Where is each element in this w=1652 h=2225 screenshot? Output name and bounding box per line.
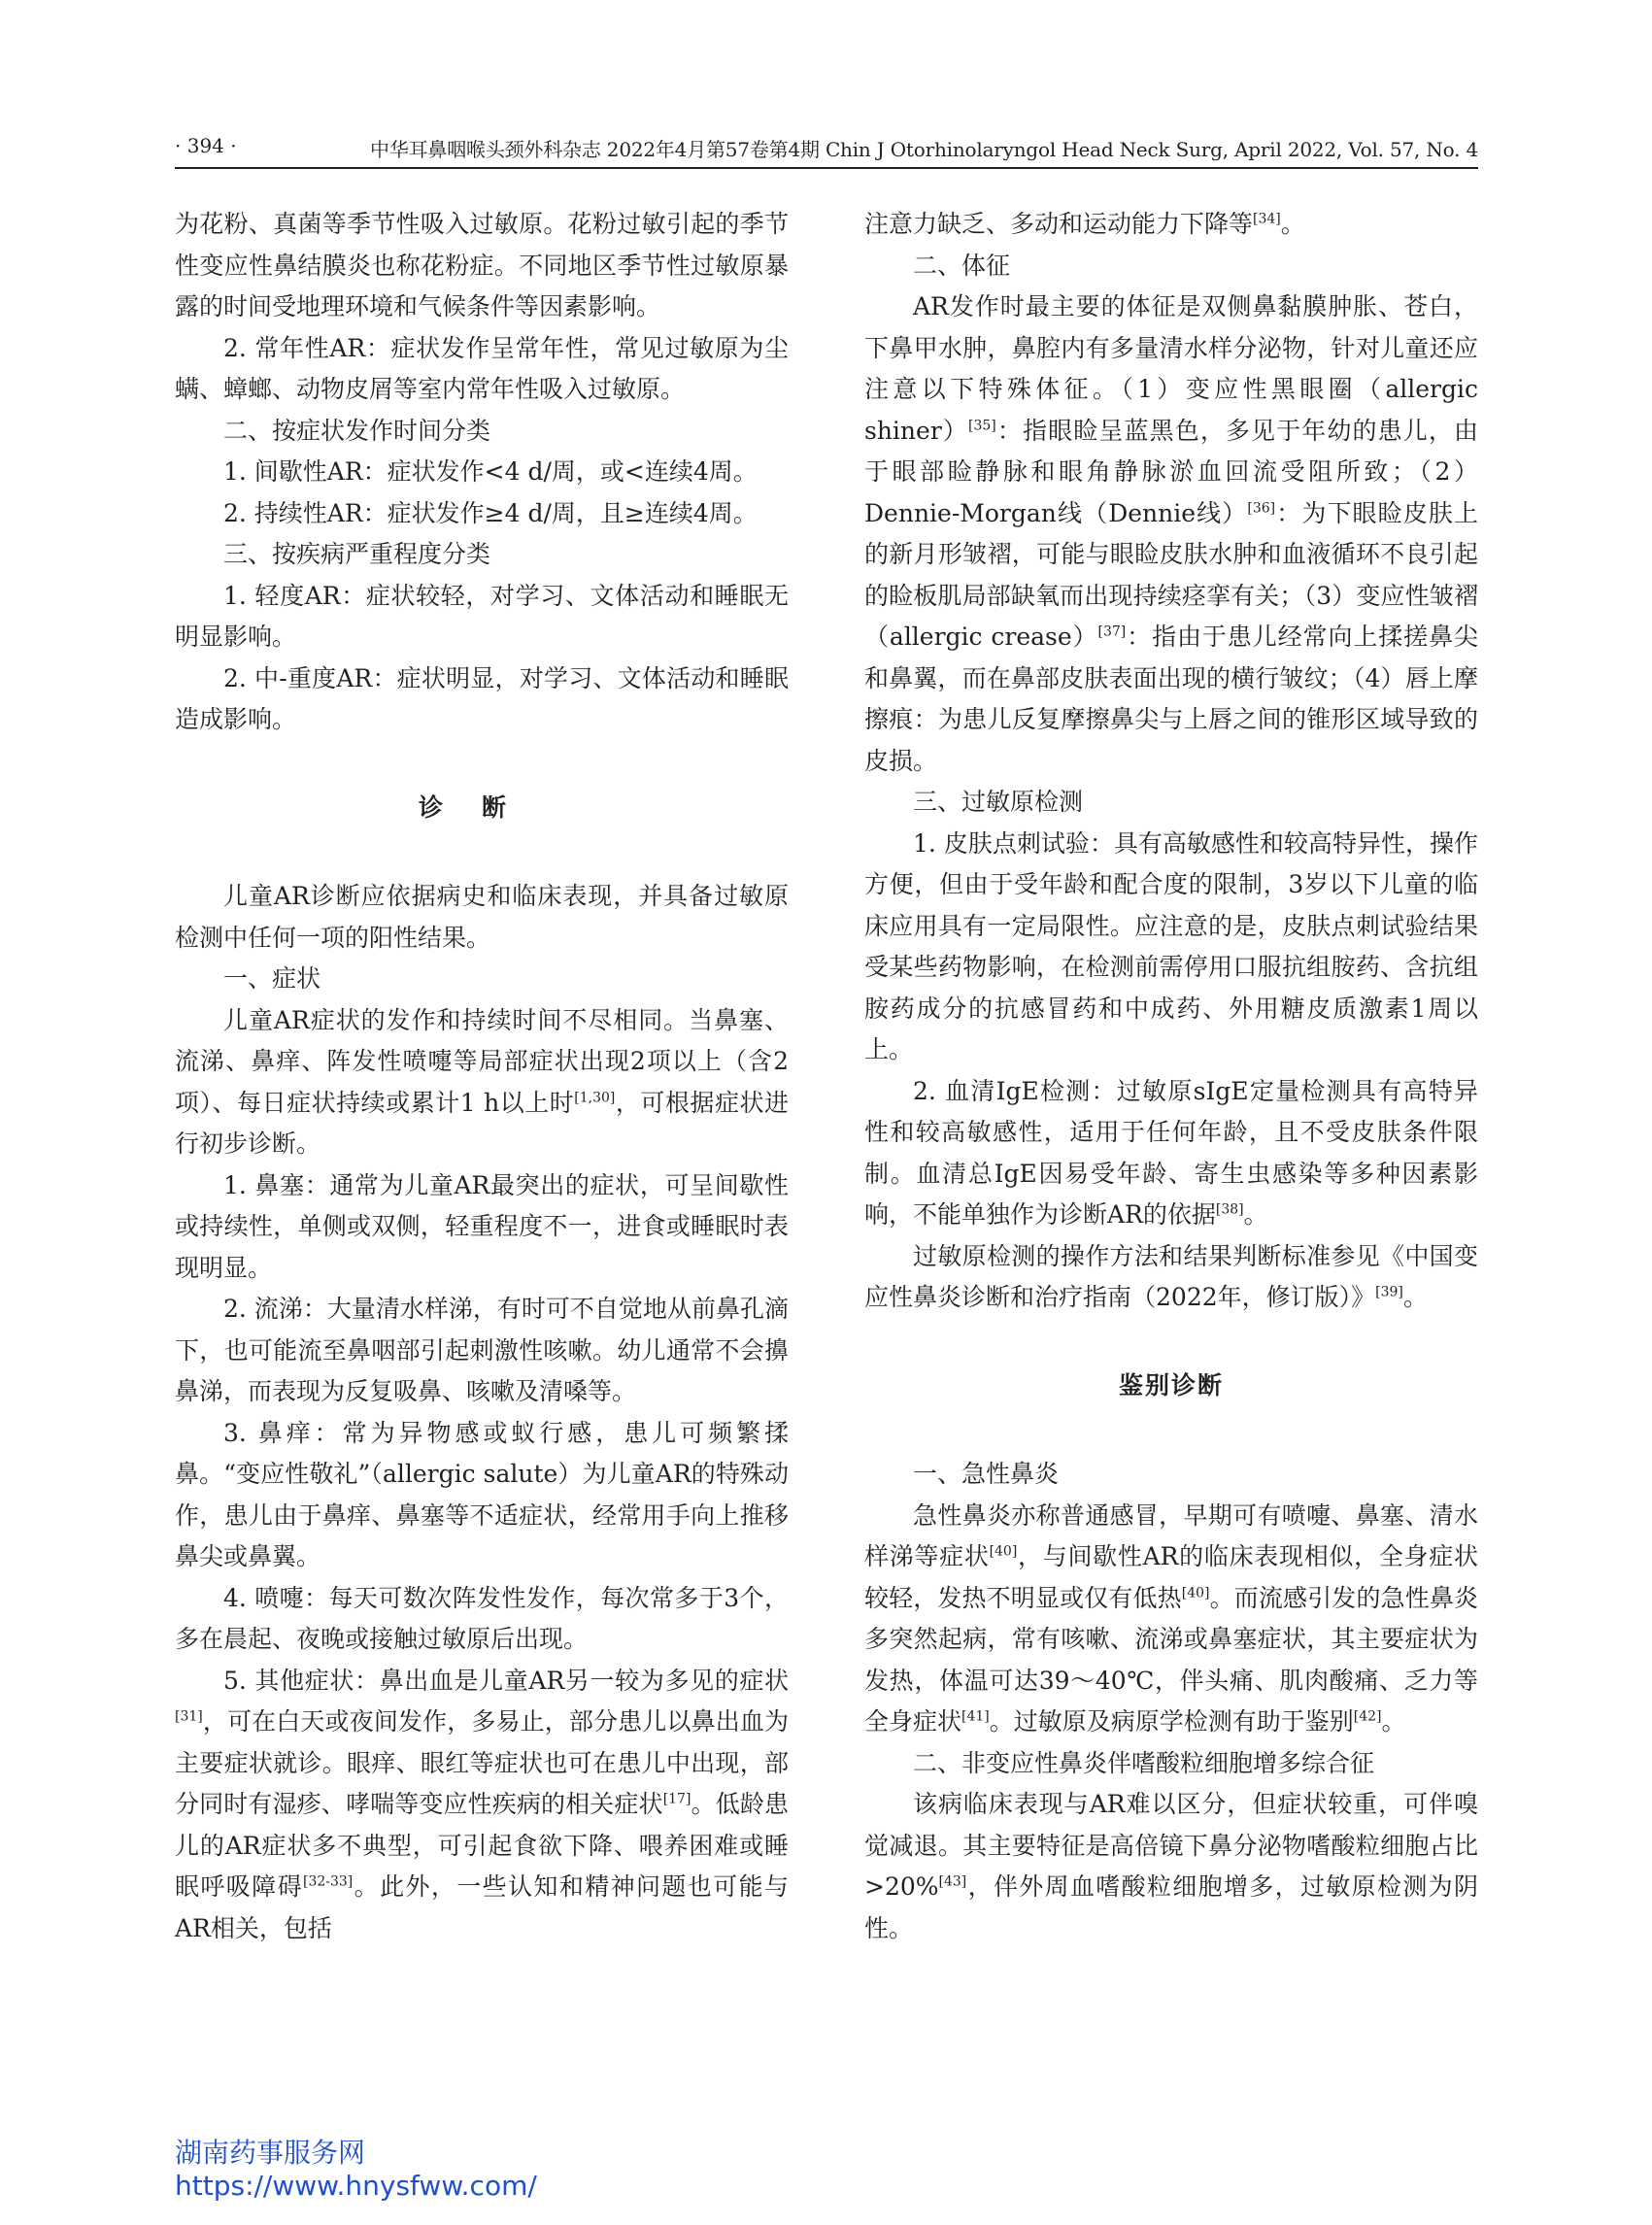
subheading: 三、过敏原检测 bbox=[913, 788, 1084, 816]
paragraph: 2. 常年性AR：症状发作呈常年性，常见过敏原为尘螨、蟑螂、动物皮屑等室内常年性吸入过敏原。 bbox=[175, 333, 789, 403]
watermark bbox=[175, 2137, 537, 2203]
running-header bbox=[175, 132, 1478, 169]
citation: [31] bbox=[175, 1708, 203, 1725]
paragraph: 2. 流涕：大量清水样涕，有时可不自觉地从前鼻孔滴下，也可能流至鼻咽部引起刺激性咳嗽。幼儿通常不会擤鼻涕，而表现为反复吸鼻、咳嗽及清嗓等。 bbox=[175, 1295, 789, 1405]
citation: [17] bbox=[662, 1791, 691, 1807]
citation: [42] bbox=[1353, 1708, 1382, 1725]
citation: [39] bbox=[1375, 1284, 1403, 1300]
citation: [1,30] bbox=[574, 1090, 616, 1106]
subheading: 三、按疾病严重程度分类 bbox=[223, 540, 491, 568]
paragraph: 为花粉、真菌等季节性吸入过敏原。花粉过敏引起的季节性变应性鼻结膜炎也称花粉症。不同地区季节性过敏原暴露的时间受地理环境和气候条件等因素影响。 bbox=[175, 210, 789, 320]
citation: [41] bbox=[961, 1708, 990, 1725]
paragraph: AR发作时最主要的体征是双侧鼻黏膜肿胀、苍白，下鼻甲水肿，鼻腔内有多量清水样分泌物，针对儿童还应注意以下特殊体征。（1）变应性黑眼圈（allergic shiner）[35]：指眼睑呈蓝黑色，多见于年幼的患儿，由于眼部睑静脉和眼角静脉淤血回流受阻所致；（2）Dennie-Morgan线（Dennie线）[36]：为下眼睑皮肤上的新月形皱褶，可能与眼睑皮肤水肿和血液循环不良引起的睑板肌局部缺氧而出现持续痉挛有关；（3）变应性皱褶（allergic crease）[37]：指由于患儿经常向上揉搓鼻尖和鼻翼，而在鼻部皮肤表面出现的横行皱纹；（4）唇上摩擦痕：为患儿反复摩擦鼻尖与上唇之间的锥形区域导致的皮损。 bbox=[864, 292, 1478, 775]
citation: [32-33] bbox=[302, 1873, 354, 1890]
paragraph: 该病临床表现与AR难以区分，但症状较重，可伴嗅觉减退。其主要特征是高倍镜下鼻分泌物嗜酸粒细胞占比>20%[43]，伴外周血嗜酸粒细胞增多，过敏原检测为阴性。 bbox=[864, 1790, 1478, 1942]
page-number: · 394 · bbox=[175, 134, 237, 157]
citation: [35] bbox=[968, 418, 996, 434]
citation: [40] bbox=[1181, 1585, 1210, 1601]
paragraph: 儿童AR症状的发作和持续时间不尽相同。当鼻塞、流涕、鼻痒、阵发性喷嚏等局部症状出现2项以上（含2项）、每日症状持续或累计1 h以上时[1,30]，可根据症状进行初步诊断。 bbox=[175, 1005, 789, 1158]
watermark-site-name: 湖南药事服务网 bbox=[175, 2137, 366, 2169]
paragraph: 1. 鼻塞：通常为儿童AR最突出的症状，可呈间歇性或持续性，单侧或双侧，轻重程度不一，进食或睡眠时表现明显。 bbox=[175, 1170, 789, 1282]
paragraph: 4. 喷嚏：每天可数次阵发性发作，每次常多于3个，多在晨起、夜晚或接触过敏原后出现。 bbox=[175, 1583, 789, 1653]
journal-citation: 中华耳鼻咽喉头颈外科杂志 2022年4月第57卷第4期 Chin J Otorhinolaryngol Head Neck Surg, April 2022, Vol. 57, No. 4 bbox=[370, 138, 1478, 161]
paragraph: 1. 间歇性AR：症状发作<4 d/周，或<连续4周。 bbox=[223, 457, 758, 486]
paragraph: 2. 血清IgE检测：过敏原sIgE定量检测具有高特异性和较高敏感性，适用于任何年龄，且不受皮肤条件限制。血清总IgE因易受年龄、寄生虫感染等多种因素影响，不能单独作为诊断AR的依据[38]。 bbox=[864, 1076, 1478, 1229]
paragraph: 5. 其他症状：鼻出血是儿童AR另一较为多见的症状[31]，可在白天或夜间发作，多易止，部分患儿以鼻出血为主要症状就诊。眼痒、眼红等症状也可在患儿中出现，部分同时有湿疹、哮喘等变应性疾病的相关症状[17]。低龄患儿的AR症状多不典型，可引起食欲下降、喂养困难或睡眠呼吸障碍[32-33]。此外，一些认知和精神问题也可能与AR相关，包括 bbox=[175, 1666, 789, 1942]
paragraph: 注意力缺乏、多动和运动能力下降等[34]。 bbox=[864, 210, 1305, 238]
paragraph: 2. 持续性AR：症状发作≥4 d/周，且≥连续4周。 bbox=[223, 498, 758, 527]
paragraph: 过敏原检测的操作方法和结果判断标准参见《中国变应性鼻炎诊断和治疗指南（2022年，修订版）》[39]。 bbox=[864, 1241, 1478, 1311]
paragraph: 3. 鼻痒：常为异物感或蚁行感，患儿可频繁揉鼻。“变应性敬礼”（allergic salute）为儿童AR的特殊动作，患儿由于鼻痒、鼻塞等不适症状，经常用手向上推移鼻尖或鼻翼。 bbox=[175, 1418, 789, 1570]
citation: [37] bbox=[1097, 624, 1127, 640]
citation: [36] bbox=[1247, 500, 1276, 517]
subheading: 二、按症状发作时间分类 bbox=[223, 416, 491, 445]
subheading: 一、症状 bbox=[223, 964, 321, 993]
paragraph: 儿童AR诊断应依据病史和临床表现，并具备过敏原检测中任何一项的阳性结果。 bbox=[175, 882, 789, 952]
watermark-url[interactable]: https://www.hnysfww.com/ bbox=[175, 2170, 537, 2202]
paragraph: 1. 皮肤点刺试验：具有高敏感性和较高特异性，操作方便，但由于受年龄和配合度的限制，3岁以下儿童的临床应用具有一定局限性。应注意的是，皮肤点刺试验结果受某些药物影响，在检测前需停用口服抗组胺药、含抗组胺药成分的抗感冒药和中成药、外用糖皮质激素1周以上。 bbox=[864, 828, 1478, 1063]
citation: [43] bbox=[938, 1873, 967, 1890]
right-column bbox=[864, 204, 1478, 1949]
citation: [40] bbox=[989, 1543, 1018, 1560]
subheading: 二、非变应性鼻炎伴嗜酸粒细胞增多综合征 bbox=[913, 1748, 1375, 1777]
paragraph: 2. 中-重度AR：症状明显，对学习、文体活动和睡眠造成影响。 bbox=[175, 663, 789, 733]
section-heading-differential: 鉴别诊断 bbox=[1118, 1370, 1224, 1399]
subheading: 一、急性鼻炎 bbox=[913, 1460, 1060, 1488]
subheading: 二、体征 bbox=[913, 251, 1011, 280]
section-heading-diagnosis: 诊断 bbox=[418, 792, 545, 822]
paragraph: 急性鼻炎亦称普通感冒，早期可有喷嚏、鼻塞、清水样涕等症状[40]，与间歇性AR的临床表现相似，全身症状较轻，发热不明显或仅有低热[40]。而流感引发的急性鼻炎多突然起病，常有咳嗽、流涕或鼻塞症状，其主要症状为发热，体温可达39～40℃，伴头痛、肌肉酸痛、乏力等全身症状[41]。过敏原及病原学检测有助于鉴别[42]。 bbox=[864, 1500, 1478, 1736]
left-column bbox=[175, 204, 789, 1949]
citation: [38] bbox=[1215, 1201, 1244, 1218]
paragraph: 1. 轻度AR：症状较轻，对学习、文体活动和睡眠无明显影响。 bbox=[175, 581, 789, 651]
citation: [34] bbox=[1253, 211, 1281, 227]
